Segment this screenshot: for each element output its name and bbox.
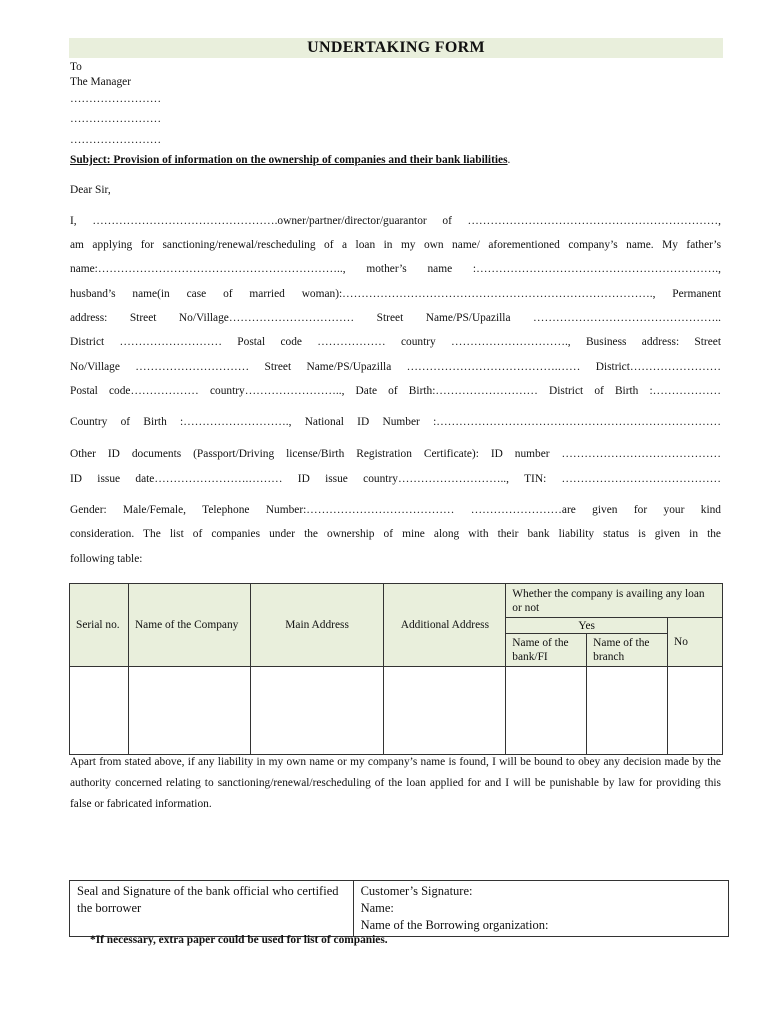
borrowing-organization-label: Name of the Borrowing organization: xyxy=(360,918,549,932)
address-line-2: …………………… xyxy=(70,113,162,125)
cell-branch-name[interactable] xyxy=(587,667,668,755)
body-line-14: following table: xyxy=(70,553,143,565)
body-line-7: No/Village ………………………… Street Name/PS/Upazilla ………………………………….…… District…………………… xyxy=(70,361,721,373)
cell-bank-name[interactable] xyxy=(506,667,587,755)
body-line-9: Country of Birth :………………………., National ID Number :………………………………………………………………… xyxy=(70,416,721,428)
cell-serial-no[interactable] xyxy=(70,667,129,755)
title-bar xyxy=(69,38,723,58)
body-line-1: I, ………………………………………….owner/partner/director/guarantor of …………………………………………………………, xyxy=(70,215,721,227)
form-title: UNDERTAKING FORM xyxy=(307,39,485,56)
address-to: To xyxy=(70,61,82,73)
subject-text: Subject: Provision of information on the ownership of companies and their bank liabilities xyxy=(70,154,508,166)
body-line-3: name:……………………………………………………….., mother’s name :………………………………………………………., xyxy=(70,263,721,275)
header-branch-name: Name of the branch xyxy=(587,634,668,667)
table-row xyxy=(70,667,723,755)
declaration-paragraph: Apart from stated above, if any liability in my own name or my company’s name is found, I will be bound to obey any decision made by the authority concerned relating to sanctioning/renewal/rescheduling of the loan applied for and I will be punishable by law for providing this false or fabricated information. xyxy=(70,756,721,810)
header-loan-status: Whether the company is availing any loan or not xyxy=(506,584,723,618)
header-bank-name: Name of the bank/FI xyxy=(506,634,587,667)
bank-official-label: Seal and Signature of the bank official who certified the borrower xyxy=(77,884,339,915)
customer-signature-box[interactable] xyxy=(353,881,728,937)
header-additional-address: Additional Address xyxy=(384,584,506,667)
header-yes: Yes xyxy=(506,618,668,634)
cell-no[interactable] xyxy=(668,667,723,755)
body-line-11: ID issue date…………………….……… ID issue country……………………….., TIN: …………………………………… xyxy=(70,473,721,485)
customer-signature-label: Customer’s Signature: xyxy=(360,884,473,898)
address-manager: The Manager xyxy=(70,76,132,88)
body-line-12: Gender: Male/Female, Telephone Number:………………………………… ……………………are given for your kind xyxy=(70,504,721,516)
header-no: No xyxy=(668,618,723,667)
customer-name-label: Name: xyxy=(360,901,394,915)
footnote: *If necessary, extra paper could be used for list of companies. xyxy=(90,934,388,946)
body-line-4: husband’s name(in case of married woman):………………………………………………………………………., Permanent xyxy=(70,288,721,300)
body-line-13: consideration. The list of companies under the ownership of mine along with their bank liability status is given in the xyxy=(70,528,721,540)
body-line-6: District ……………………… Postal code ……………… country …………………………., Business address: Street xyxy=(70,336,721,348)
subject-line xyxy=(70,153,510,167)
address-line-3: …………………… xyxy=(70,134,162,146)
signature-table xyxy=(69,880,729,937)
body-line-5: address: Street No/Village…………………………… Street Name/PS/Upazilla ………………………………………….. xyxy=(70,312,721,324)
subject-period: . xyxy=(507,154,511,166)
cell-additional-address[interactable] xyxy=(384,667,506,755)
header-company-name: Name of the Company xyxy=(128,584,250,667)
body-line-8: Postal code……………… country…………………….., Date of Birth:……………………… District of Birth :……………… xyxy=(70,385,721,397)
bank-official-signature-box[interactable] xyxy=(70,881,354,937)
cell-company-name[interactable] xyxy=(128,667,250,755)
companies-table xyxy=(69,583,723,755)
cell-main-address[interactable] xyxy=(250,667,384,755)
body-line-10: Other ID documents (Passport/Driving license/Birth Registration Certificate): ID number …………………………………… xyxy=(70,448,721,460)
header-main-address: Main Address xyxy=(250,584,384,667)
address-line-1: …………………… xyxy=(70,93,162,105)
body-line-2: am applying for sanctioning/renewal/rescheduling of a loan in my own name/ aforementioned company’s name. My father’s xyxy=(70,239,721,251)
salutation: Dear Sir, xyxy=(70,184,111,196)
header-serial-no: Serial no. xyxy=(70,584,129,667)
